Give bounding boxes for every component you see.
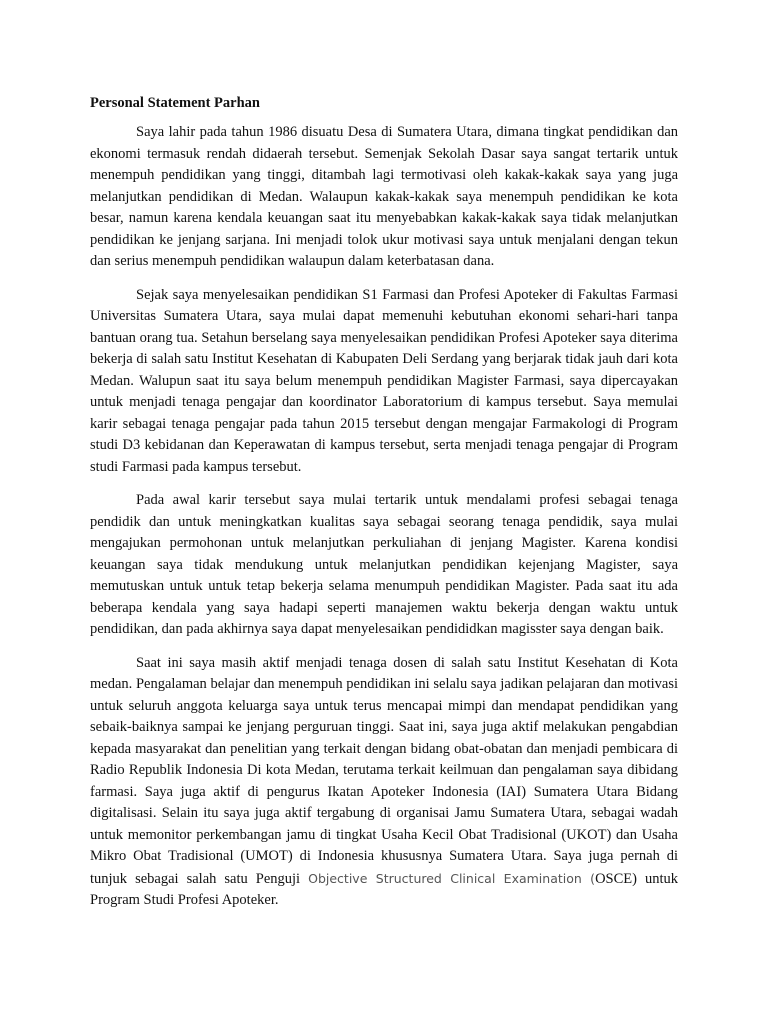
document-title: Personal Statement Parhan — [90, 95, 260, 111]
osce-abbreviation-tail: OSCE) untuk Program Studi Profesi Apoteker. — [90, 870, 679, 908]
paragraph-1: Saya lahir pada tahun 1986 disuatu Desa di Sumatera Utara, dimana tingkat pendidikan dan ekonomi termasuk rendah didaerah tersebut. Semenjak Sekolah Dasar saya sangat tertarik untuk menempuh pendidikan yang tinggi, ditambah lagi termotivasi oleh kakak-kakak saya yang juga melanjutkan pendidikan di Medan. Walaupun kakak-kakak saya menempuh pendidikan ke kota besar, namun karena kendala keuangan saat itu menyebabkan kakak-kakak saya tidak melanjutkan pendidikan ke jenjang sarjana. Ini menjadi tolok ukur motivasi saya untuk menjalani dengan tekun dan serius menempuh pendidikan walaupun dalam keterbatasan dana. — [90, 124, 678, 269]
paragraph-4-body: Saat ini saya masih aktif menjadi tenaga dosen di salah satu Institut Kesehatan di Kota medan. Pengalaman belajar dan menempuh pendidikan ini selalu saya jadikan pelajaran dan motivasi untuk seluruh anggota keluarga saya untuk terus mencapai mimpi dan mendapat pendidikan yang sebaik-baiknya sampai ke jenjang perguruan tinggi. Saat ini, saya juga aktif melakukan pengabdian kepada masyarakat dan penelitian yang terkait dengan bidang obat-obatan dan menjadi pembicara di Radio Republik Indonesia Di kota Medan, terutama terkait keilmuan dan pengalaman saya dibidang farmasi. Saya juga aktif di pengurus Ikatan Apoteker Indonesia (IAI) Sumatera Utara Bidang digitalisasi. Selain itu saya juga aktif tergabung di organisai Jamu Sumatera Utara, sebagai wadah untuk memonitor perkembangan jamu di tingkat Usaha Kecil Obat Tradisional (UKOT) dan Usaha Mikro Obat Tradisional (UMOT) di Indonesia khususnya Sumatera Utara. Saya juga pernah di tunjuk sebagai salah satu Penguji — [90, 654, 678, 887]
paragraph-4 — [90, 653, 678, 912]
osce-full-name: Objective Structured Clinical Examination — [308, 870, 582, 886]
paragraph-2: Sejak saya menyelesaikan pendidikan S1 Farmasi dan Profesi Apoteker di Fakultas Farmasi Universitas Sumatera Utara, saya mulai dapat memenuhi kebutuhan ekonomi sehari-hari tanpa bantuan orang tua. Setahun berselang saya menyelesaikan pendidikan Profesi Apoteker saya diterima bekerja di salah satu Institut Kesehatan di Kabupaten Deli Serdang yang berjarak tidak jauh dari kota Medan. Walupun saat itu saya belum menempuh pendidikan Magister Farmasi, saya dipercayakan untuk menjadi tenaga pengajar dan koordinator Laboratorium di kampus tersebut. Saya memulai karir sebagai tenaga pengajar pada tahun 2015 tersebut dengan mengajar Farmakologi di Program studi D3 kebidanan dan Keperawatan di kampus tersebut, serta menjadi tenaga pengajar di Program studi Farmasi pada kampus tersebut. — [90, 286, 678, 475]
osce-open-paren: ( — [581, 870, 596, 886]
paragraph-3: Pada awal karir tersebut saya mulai tertarik untuk mendalami profesi sebagai tenaga pendidik dan untuk meningkatkan kualitas saya sebagai seorang tenaga pendidik, saya mulai mengajukan permohonan untuk melanjutkan perkuliahan di jenjang Magister. Karena kondisi keuangan saya tidak mendukung untuk melanjutkan pendidikan kejenjang Magister, saya memutuskan untuk untuk tetap bekerja selama menumpuh pendidikan Magister. Pada saat itu ada beberapa kendala yang saya hadapi seperti manajemen waktu bekerja dengan waktu untuk pendidikan, dan pada akhirnya saya dapat menyelesaikan pendididkan magisster saya dengan baik. — [90, 492, 678, 637]
